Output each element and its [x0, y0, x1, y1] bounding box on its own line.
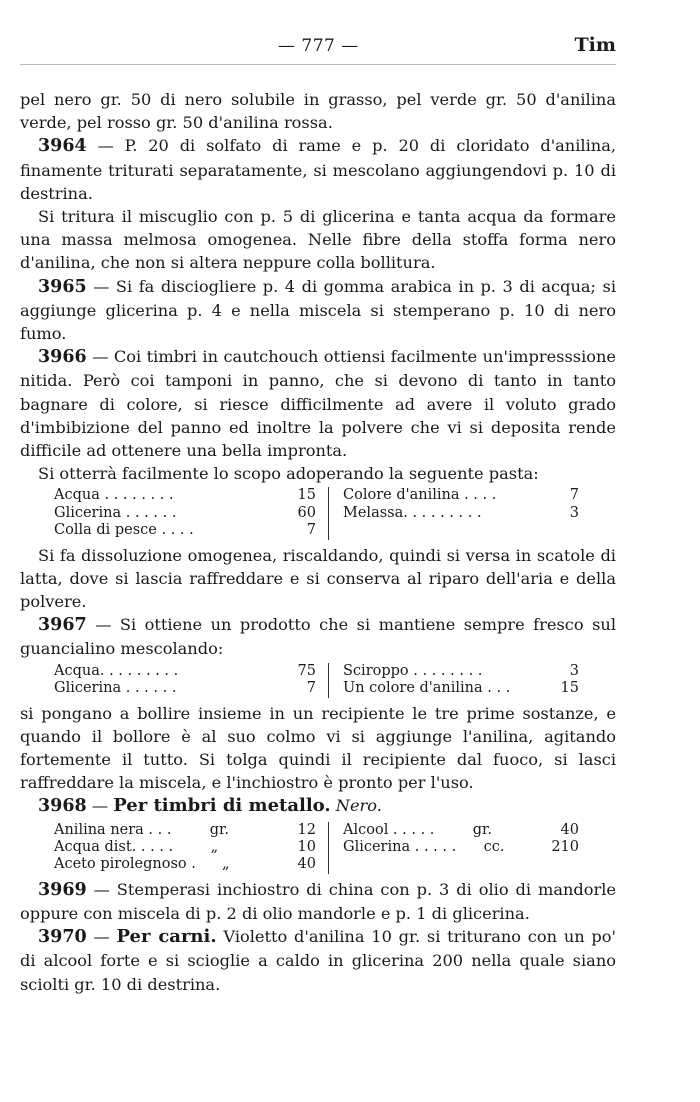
page-body [20, 88, 616, 996]
paragraph-dissoluzione: Si fa dissoluzione omogenea, riscaldando, quindi si versa in scatole di latta, dove si lascia raffreddare e si conserva al riparo dell'aria e della polvere. [20, 545, 616, 612]
recipe-table-left [54, 663, 329, 698]
entry-3966 [20, 345, 616, 462]
ingredient-row: Colla di pesce . . . . 7 [54, 522, 316, 539]
entry-number: 3968 [38, 796, 87, 817]
ingredient-row: Glicerina . . . . . cc. 210 [343, 838, 579, 855]
entry-number: 3964 [38, 136, 87, 157]
paragraph-continuation: pel nero gr. 50 di nero solubile in grasso, pel verde gr. 50 d'anilina verde, pel rosso gr. 50 d'anilina rossa. [20, 90, 616, 133]
entry-dash: — [86, 927, 117, 947]
ingredient-row: Glicerina . . . . . . 60 [54, 504, 316, 521]
ingredient-row: Sciroppo . . . . . . . . 3 [343, 662, 579, 679]
recipe-table-3 [54, 822, 616, 874]
ingredient-row: Acqua. . . . . . . . . 75 [54, 662, 316, 679]
page [20, 30, 616, 994]
entry-number: 3967 [38, 615, 87, 636]
recipe-table-1 [54, 487, 616, 539]
paragraph-pongano: si pongano a bollire insieme in un recipiente le tre prime sostanze, e quando il bollore è al suo colmo vi si aggiunge l'anilina, agitando fortemente il tutto. Si tolga quindi il recipiente dal fuoco, si lasci raffreddare la miscela, e l'inchiostro è pronto per l'uso. [20, 703, 616, 793]
entry-3964 [20, 134, 616, 205]
entry-number: 3965 [38, 276, 87, 297]
ingredient-row: Alcool . . . . . gr. 40 [343, 821, 579, 838]
entry-3967 [20, 613, 616, 660]
ingredient-row: Acqua dist. . . . . „ 10 [54, 838, 316, 855]
recipe-table-left [54, 487, 329, 539]
entry-number: 3969 [38, 879, 87, 900]
entry-heading: Per timbri di metallo. [113, 795, 331, 817]
recipe-table-left [54, 822, 329, 874]
entry-3969 [20, 878, 616, 925]
entry-text: — Si ottiene un prodotto che si mantiene sempre fresco sul guancialino mescolando: [20, 615, 616, 659]
page-header [20, 30, 616, 64]
recipe-table-2 [54, 663, 616, 698]
ingredient-row: Melassa. . . . . . . . . 3 [343, 504, 579, 521]
entry-text: — P. 20 di solfato di rame e p. 20 di cloridato d'anilina, finamente triturati separatamente, si mescolano aggiungendovi p. 10 di destrina. [20, 136, 616, 203]
entry-subheading: Nero. [330, 796, 382, 816]
recipe-table-right [329, 822, 579, 874]
paragraph-otterra: Si otterrà facilmente lo scopo adoperando la seguente pasta: [38, 464, 539, 484]
entry-3970 [20, 925, 616, 996]
ingredient-row: Colore d'anilina . . . . 7 [343, 487, 579, 504]
entry-text: Violetto d'anilina 10 gr. si triturano con un po' di alcool forte e si scioglie a caldo in glicerina 200 nella quale siano sciolti gr. 10 di destrina. [20, 927, 616, 994]
ingredient-row: Anilina nera . . . gr. 12 [54, 821, 316, 838]
recipe-table-right [329, 663, 579, 698]
entry-number: 3970 [38, 927, 87, 948]
entry-text: — Si fa disciogliere p. 4 di gomma arabica in p. 3 di acqua; si aggiunge glicerina p. 4 e nella miscela si stemperano p. 10 di nero fumo. [20, 276, 616, 344]
ingredient-row: Glicerina . . . . . . 7 [54, 680, 316, 697]
page-number: — 777 — [278, 36, 359, 56]
entry-text: — Coi timbri in cautchouch ottiensi facilmente un'impresssione nitida. Però coi tamponi in panno, che si devono di tanto in tanto bagnare di colore, si riesce difficilmente ad avere il voluto grado d'imbibizione del panno ed inoltre la polvere che vi si deposita rende difficile ad ottenere una bella impronta. [20, 347, 616, 461]
ingredient-row: Aceto pirolegnoso . „ 40 [54, 856, 316, 873]
running-head: Tim [574, 34, 616, 56]
entry-3965 [20, 275, 616, 346]
entry-heading: Per carni. [116, 926, 217, 948]
entry-dash: — [86, 796, 114, 816]
ingredient-row: Un colore d'anilina . . . 15 [343, 680, 579, 697]
entry-3968 [20, 794, 616, 818]
paragraph-tritura: Si tritura il miscuglio con p. 5 di glicerina e tanta acqua da formare una massa melmosa omogenea. Nelle fibre della stoffa forma nero d'anilina, che non si altera neppure colla bollitura. [20, 207, 616, 273]
entry-number: 3966 [38, 347, 87, 368]
header-rule [20, 64, 616, 65]
ingredient-row: Acqua . . . . . . . . 15 [54, 487, 316, 504]
entry-text: — Stemperasi inchiostro di china con p. 3 di olio di mandorle oppure con miscela di p. 2 di olio mandorle e p. 1 di glicerina. [20, 879, 616, 923]
recipe-table-right [329, 487, 579, 539]
